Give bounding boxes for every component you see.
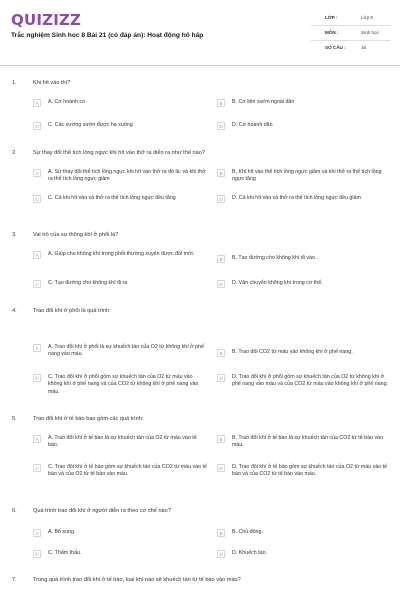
- meta-value: 16: [361, 45, 367, 50]
- question-text: Vai trò của sự thông khí ở phổi là?: [33, 232, 119, 238]
- meta-value: Sinh học: [361, 30, 379, 35]
- question-2: [0, 150, 400, 202]
- option-letter-box: C: [33, 195, 41, 203]
- quizizz-logo: QUIZIZZ: [11, 11, 82, 29]
- meta-label: SỐ CÂU :: [325, 45, 346, 50]
- option-letter-box: A: [33, 99, 41, 107]
- option-letter-box: C: [33, 464, 41, 472]
- option-text: D. Khuếch tán.: [232, 550, 268, 556]
- option-text: C. Tạo đường cho không khí đi ra: [48, 280, 128, 286]
- option-text: C. Trao đổi khí ở phổi gồm sự khuếch tán của O2 từ máu vào không khí ở phế nang và của CO2 từ không khí ở phế nang vào máu.: [48, 374, 199, 395]
- option-text: A. Giúp cho không khí trong phổi thường xuyên được đổi mới.: [48, 251, 195, 257]
- option-letter-box: D: [217, 374, 225, 382]
- question-6: [0, 508, 400, 557]
- option-letter-box: C: [33, 374, 41, 382]
- option-letter-box: D: [217, 280, 225, 288]
- question-5: [0, 416, 400, 478]
- question-text: Sự thay đổi thể tích lồng ngực khi hít vào thở ra diễn ra như thế nào?: [33, 150, 205, 156]
- option-text: B. Khi hít vào thể tích lồng ngực giảm và khi thở ra thể tích lồng ngực tăng: [232, 169, 382, 183]
- question-text: Trao đổi khí ở tế bào bao gồm các quá trình:: [33, 416, 144, 422]
- option-text: B. Cơ liên sườn ngoài dãn: [232, 99, 295, 105]
- question-number: 3.: [12, 232, 17, 238]
- question-text: Trong quá trình trao đổi khí ở tế bào, loại khí nào sẽ khuếch tán từ tế bào vào máu?: [33, 577, 241, 583]
- option-text: B. Trao đổi khí ở tế bào là sự khuếch tán của CO2 từ tế bào vào máu.: [232, 435, 384, 449]
- meta-label: LỚP :: [325, 15, 338, 20]
- option-letter-box: C: [33, 280, 41, 288]
- option-text: C. Trao đổi khí ở tế bào gồm sự khuếch tán của CO2 từ máu vào tế bào và của O2 từ tế bào vào máu.: [48, 464, 207, 478]
- question-number: 7.: [12, 577, 17, 583]
- option-letter-box: A: [33, 169, 41, 177]
- option-text: B. Chủ động.: [232, 529, 263, 535]
- option-letter-box: D: [217, 464, 225, 472]
- option-letter-box: B: [217, 349, 225, 357]
- option-text: A. Bổ sung.: [48, 529, 76, 535]
- option-text: C. Cả khi hít vào và thở ra thể tích lồng ngực đều tăng: [48, 195, 176, 201]
- question-3: [0, 232, 400, 287]
- question-text: Khi hít vào thì?: [33, 80, 71, 86]
- question-number: 6.: [12, 508, 17, 514]
- option-letter-box: A: [33, 344, 41, 352]
- option-letter-box: D: [217, 195, 225, 203]
- option-text: C. Các xương sườn được hạ xuống: [48, 122, 133, 128]
- option-letter-box: B: [217, 255, 225, 263]
- question-number: 4.: [12, 308, 17, 314]
- option-text: A. Trao đổi khí ở tế bào là sự khuếch tán của O2 từ máu vào tế bào.: [48, 435, 197, 449]
- option-letter-box: A: [33, 529, 41, 537]
- option-text: D. Cơ hoành dãn: [232, 122, 273, 128]
- document-header: [0, 0, 400, 66]
- question-number: 1.: [12, 80, 17, 86]
- option-letter-box: B: [217, 529, 225, 537]
- option-text: D. Trao đổi khí ở tế bào gồm sự khuếch tán của O2 từ máu vào tế bào và của CO2 từ tế bào vào máu.: [232, 464, 388, 478]
- option-text: A. Cơ hoành co: [48, 99, 86, 105]
- meta-row-grade: [311, 11, 391, 26]
- option-letter-box: A: [33, 251, 41, 259]
- meta-value: Lớp 8: [361, 15, 373, 20]
- question-7: [0, 577, 400, 589]
- option-letter-box: A: [33, 435, 41, 443]
- option-text: D. Vận chuyển không khí trong cơ thể.: [232, 280, 323, 286]
- option-letter-box: B: [217, 99, 225, 107]
- option-text: B. Trao đổi CO2 từ máu vào không khí ở phế nang.: [232, 349, 353, 355]
- option-letter-box: D: [217, 122, 225, 130]
- option-text: B. Tạo đường cho không khí đi vào.: [232, 255, 317, 261]
- meta-table: [311, 11, 391, 56]
- page-title: Trắc nghiệm Sinh học 8 Bài 21 (có đáp án): Hoạt động hô hấp: [11, 32, 204, 39]
- question-1: [0, 80, 400, 129]
- option-text: D. Cả khi hít vào và thở ra thể tích lồng ngực đều giảm: [232, 195, 361, 201]
- option-letter-box: B: [217, 169, 225, 177]
- option-text: D. Trao đổi khí ở phổi gồm sự khuếch tán của O2 từ không khí ở phế nang vào máu và của CO2 từ máu vào không khí ở phế nang.: [232, 374, 389, 388]
- meta-row-count: [311, 41, 391, 56]
- meta-label: MÔN :: [325, 30, 339, 35]
- question-text: Quá trình trao đổi khí ở người diễn ra theo cơ chế nào?: [33, 508, 171, 514]
- option-text: C. Thẩm thấu.: [48, 550, 82, 556]
- meta-row-subject: [311, 26, 391, 41]
- question-text: Trao đổi khí ở phổi là quá trình:: [33, 308, 111, 314]
- question-number: 2.: [12, 150, 17, 156]
- option-letter-box: B: [217, 435, 225, 443]
- option-letter-box: D: [217, 550, 225, 558]
- option-text: A. Sự thay đổi thể tích lồng ngực khi hít vào thở ra đó là: và khi thở ra thể tích lồng ngực giảm: [48, 169, 206, 183]
- option-letter-box: C: [33, 550, 41, 558]
- option-text: A. Trao đổi khí ở phổi là sự khuếch tán của O2 từ không khí ở phế nang vào máu.: [48, 344, 204, 358]
- question-number: 5.: [12, 416, 17, 422]
- option-letter-box: C: [33, 122, 41, 130]
- question-4: [0, 308, 400, 395]
